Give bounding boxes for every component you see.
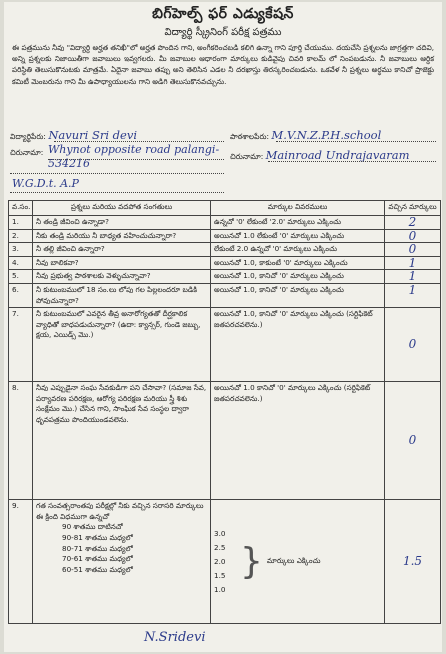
address-field: చిరునామా: — [10, 148, 44, 157]
row-number: 2. — [9, 229, 33, 243]
form-title: బిగ్‌హెల్ప్ ఫర్ ఎడ్యుకేషన్ — [152, 6, 294, 22]
row-question: నీవు ఎప్పుడైనా సంఘ సేవకుడిగా పని చేసావా? (సమాజ సేవ, పర్యావరణ పరిరక్షణ, ఆరోగ్య పరిరక్షణ మరియు స్త్రీ శిశు సంక్షేమం మొ.) చేసిన గాని, సాంఘిక సేవ సంస్థల ద్వారా ధృవపత్రము పొందియుండవలెను. — [33, 382, 211, 500]
row-question: నీ కుటుంబములో ఎవరైన తీవ్ర అనారోగ్యతతో దీర్ఘకాలిక వ్యాధితో బాధపడుచున్నారా? (ఉదా: క్యాన్సర్, గుండె జబ్బు, క్షయ, ఎయిడ్స్ మొ.) — [33, 308, 211, 382]
school-address-field: చిరునామా: Mainroad Undrajavaram — [230, 148, 410, 162]
address-value-line-2: W.G.D.t. A.P — [12, 177, 79, 190]
row-question: నీవు బాలికవా? — [33, 256, 211, 270]
list-item: 1.5 — [214, 570, 226, 580]
row-score — [385, 243, 441, 257]
row-score — [385, 382, 441, 500]
row-marks: అయినచో 1.0 లేకుంటే '0' మార్కులు ఎక్కించు — [211, 229, 385, 243]
row-score — [385, 283, 441, 307]
brace-symbol: } — [240, 540, 263, 582]
student-name-field: విద్యార్థిపేరు: Navuri Sri devi — [10, 128, 138, 142]
row-marks: అయినచో 1.0, కానిచో '0' మార్కులు ఎక్కించు (సర్టిఫికెట్ జతపరచవలెను.) — [211, 308, 385, 382]
row-score — [385, 308, 441, 382]
row-number: 8. — [9, 382, 33, 500]
score-value: 1 — [408, 255, 417, 270]
row-number: 7. — [9, 308, 33, 382]
address-value: Whynot opposite road palangi-534216 — [48, 143, 220, 170]
list-item: 90 శాతము దాటినచో — [62, 522, 123, 532]
row-number: 5. — [9, 270, 33, 284]
student-name-value: Navuri Sri devi — [48, 128, 138, 142]
school-address-label: చిరునామా — [230, 152, 261, 161]
list-item: 2.5 — [214, 542, 226, 552]
score-value: 1 — [408, 282, 417, 297]
list-item: 60-51 శాతము మధ్యలో — [62, 564, 133, 574]
row-number: 6. — [9, 283, 33, 307]
row-marks-text: మార్కులు ఎక్కించు — [266, 556, 321, 566]
school-name-underline — [276, 141, 436, 142]
table-row — [9, 308, 441, 382]
row-score — [385, 229, 441, 243]
row-marks: అయినచో 1.0 కానిచో '0' మార్కులు ఎక్కించు (సర్టిఫికెట్ జతపరచవలెను.) — [211, 382, 385, 500]
row-score — [385, 216, 441, 230]
row-question-text: గత సంవత్సరాంతపు పరీక్షల్లో నీకు వచ్చిన సరాసరి మార్కులు ఈ క్రింది విధముగా ఉన్నచో — [36, 501, 204, 521]
row-marks: లేకుంటే 2.0 ఉన్నచో '0' మార్కులు ఎక్కించు — [211, 243, 385, 257]
row-marks: అయినచో 1.0, కానిచో '0' మార్కులు ఎక్కించు — [211, 270, 385, 284]
school-name-field: పాఠశాలపేరు: M.V.N.Z.P.H.school — [230, 128, 382, 142]
school-name-value: M.V.N.Z.P.H.school — [271, 128, 382, 142]
student-signature: N.Sridevi — [144, 630, 206, 645]
table-row — [9, 382, 441, 500]
address-underline-1 — [48, 159, 224, 160]
score-value: 0 — [408, 228, 417, 243]
score-value: 0 — [408, 337, 417, 352]
table-row — [9, 270, 441, 284]
table-row — [9, 243, 441, 257]
list-item: 1.0 — [214, 584, 226, 594]
header-marks: మార్కుల వివరములు — [211, 201, 385, 216]
list-item: 70-61 శాతము మధ్యలో — [62, 554, 133, 564]
school-name-label: పాఠశాలపేరు — [230, 132, 267, 141]
table-row — [9, 283, 441, 307]
score-value: 0 — [408, 433, 417, 448]
header-question: ప్రశ్నలు మరియు వదపోత సంగతులు — [33, 201, 211, 216]
table-row — [9, 500, 441, 624]
address-underline-2 — [10, 173, 224, 174]
row-question: నీకు తండ్రి మరియు నీ బాధ్యత వహించుచున్నారా? — [33, 229, 211, 243]
row-score — [385, 500, 441, 624]
instructions-paragraph: ఈ పత్రమును నీవు "విద్యార్థి అర్హత తనిఖీ"లో అర్హత పొందిన గాని, అంగీకరించబడి కలిగి ఉన్నా గాని పూర్తి చేయుము. దయచేసి ప్రశ్నలను జాగ్రత్తగా చదివి, అన్ని ప్రశ్నలకు నిజాయితీగా జవాబులు ఇవ్వగలరు. మీ జవాబుల ఆధారంగా మార్కులు కుడివైపు చివరి కాలమ్ లో నింపబడును. నీ జవాబులు ఆర్థిక పరిస్థితి తెలుసుకొనుటకు మాత్రమే. ఏదైనా జవాబు తప్పు అని తెలిసిన ఎడల నీ దరఖాస్తు తిరస్కరించబడును. ఒకవేళ నీ ప్రశ్నలు అర్థము కానిచో ప్రాజెక్టు కమిటీ మెంబరును గాని మీ ఉపాధ్యాయులను గాని అడిగి తెలుసుకొనవచ్చును. — [12, 43, 434, 86]
row-question: నీ కుటుంబములో 18 సం.లు లోపు గల పిల్లలందరూ బడికి పోవుచున్నారా? — [33, 283, 211, 307]
address-underline-3 — [10, 192, 224, 193]
row-number: 1. — [9, 216, 33, 230]
row-question — [33, 500, 211, 624]
table-row — [9, 256, 441, 270]
table-row — [9, 229, 441, 243]
row-question: నీ తల్లి జీవించి ఉన్నారా? — [33, 243, 211, 257]
student-name-underline — [54, 141, 224, 142]
row-marks: అయినచో 1.0, కానిచో '0' మార్కులు ఎక్కించు — [211, 283, 385, 307]
row-marks: ఉన్నచో '0' లేకుంటే '2.0' మార్కులు ఎక్కించు — [211, 216, 385, 230]
student-name-label: విద్యార్థిపేరు — [10, 132, 44, 141]
row-number: 9. — [9, 500, 33, 624]
school-address-underline — [268, 161, 436, 162]
row-number: 4. — [9, 256, 33, 270]
list-item: 3.0 — [214, 528, 226, 538]
header-serial: వ.సం. — [9, 201, 33, 216]
list-item: 80-71 శాతము మధ్యలో — [62, 543, 133, 553]
row-question: నీవు ప్రభుత్వ పాఠశాలకు వెళ్ళుచున్నావా? — [33, 270, 211, 284]
row-question: నీ తండ్రి జీవించి ఉన్నాడా? — [33, 216, 211, 230]
school-address-value: Mainroad Undrajavaram — [265, 148, 410, 162]
row-score — [385, 256, 441, 270]
header-score: వచ్చిన మార్కులు — [385, 201, 441, 216]
score-value: 1.5 — [402, 554, 423, 569]
list-item: 2.0 — [214, 556, 226, 566]
form-subtitle: విద్యార్థి స్క్రీనింగ్ పరీక్ష పత్రము — [164, 27, 282, 38]
row-marks — [211, 500, 385, 624]
table-row — [9, 216, 441, 230]
score-value: 2 — [408, 215, 417, 229]
row-marks: అయినచో 1.0, కాకుంటే '0' మార్కులు ఎక్కించు — [211, 256, 385, 270]
form-page — [4, 2, 442, 652]
address-label: చిరునామా — [10, 148, 41, 157]
list-item: 90-81 శాతము మధ్యలో — [62, 532, 133, 542]
percentage-ranges-list — [36, 522, 207, 575]
points-list — [214, 527, 236, 597]
score-value: 0 — [408, 242, 417, 257]
screening-table — [8, 200, 441, 624]
table-header-row — [9, 201, 441, 216]
row-number: 3. — [9, 243, 33, 257]
row-score — [385, 270, 441, 284]
score-value: 1 — [408, 269, 417, 284]
points-brace-group — [214, 527, 381, 597]
